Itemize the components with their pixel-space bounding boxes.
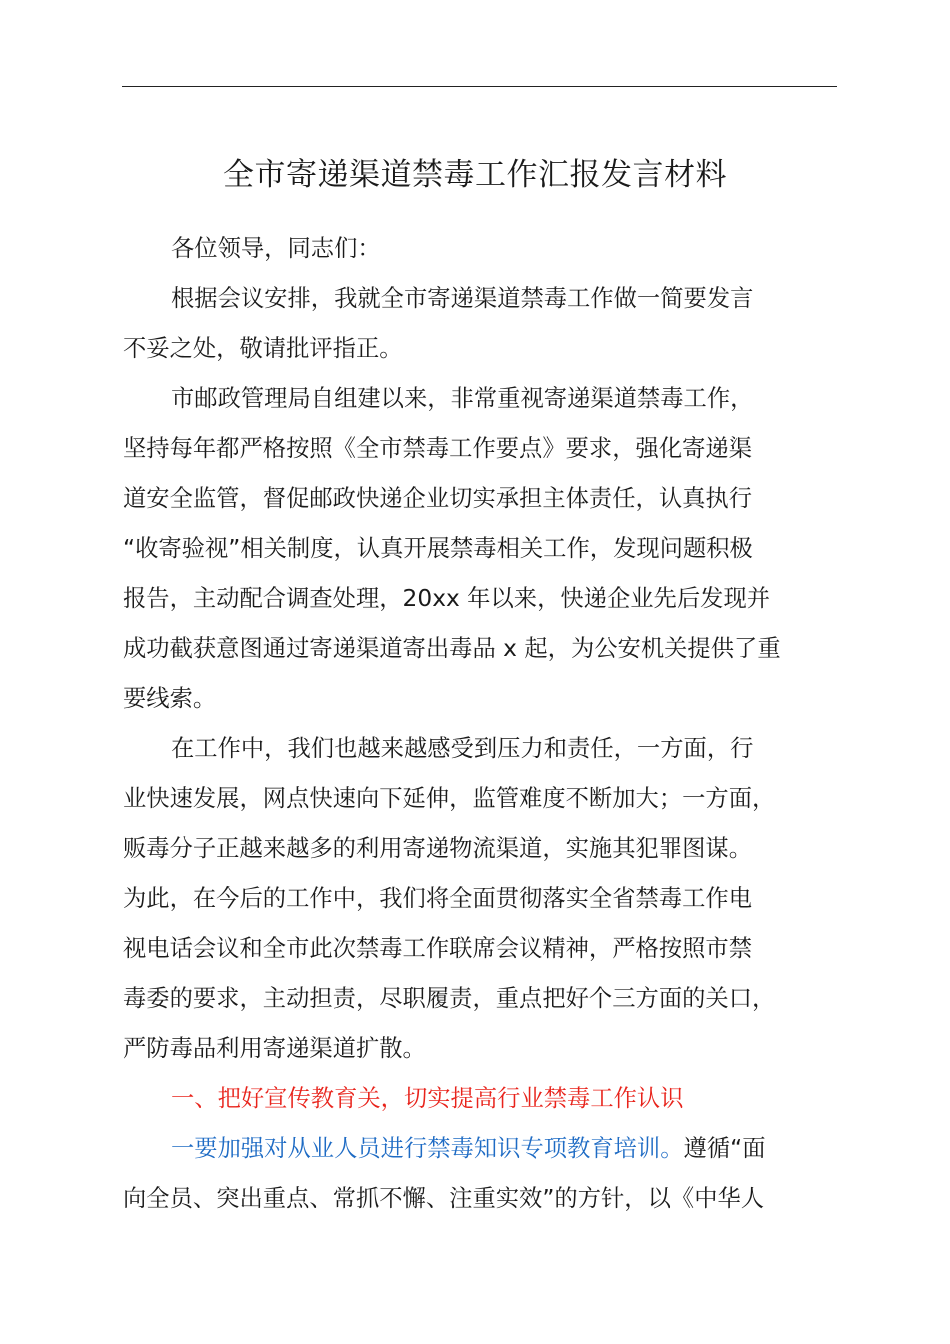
- paragraph-3-line-5: 视电话会议和全市此次禁毒工作联席会议精神，严格按照市禁: [123, 935, 753, 962]
- paragraph-3-line-1: 在工作中，我们也越来越感受到压力和责任，一方面，行: [171, 735, 754, 762]
- paragraph-2-line-4: “收寄验视”相关制度，认真开展禁毒相关工作，发现问题积极: [123, 535, 753, 562]
- paragraph-2-line-7: 要线索。: [123, 685, 217, 712]
- paragraph-2-line-3: 道安全监管，督促邮政快递企业切实承担主体责任，认真执行: [123, 485, 753, 512]
- subsection-1-line-1: [123, 1124, 837, 1174]
- subsection-1-heading: 一要加强对从业人员进行禁毒知识专项教育培训。: [171, 1135, 684, 1162]
- paragraph-3-line-7: 严防毒品利用寄递渠道扩散。: [123, 1035, 426, 1062]
- paragraph-2-line-5: 报告，主动配合调查处理，20xx 年以来，快递企业先后发现并: [123, 585, 771, 612]
- paragraph-1-line-1: 根据会议安排，我就全市寄递渠道禁毒工作做一简要发言: [171, 285, 754, 312]
- paragraph-2-line-2: 坚持每年都严格按照《全市禁毒工作要点》要求，强化寄递渠: [123, 435, 753, 462]
- salutation: 各位领导，同志们：: [171, 235, 381, 262]
- paragraph-3-line-3: 贩毒分子正越来越多的利用寄递物流渠道，实施其犯罪图谋。: [123, 835, 753, 862]
- header-rule: [122, 86, 837, 87]
- paragraph-1-line-2: 不妥之处，敬请批评指正。: [123, 335, 403, 362]
- document-body: [123, 224, 837, 1224]
- paragraph-2-line-6: 成功截获意图通过寄递渠道寄出毒品 x 起，为公安机关提供了重: [123, 635, 781, 662]
- paragraph-2-line-1: 市邮政管理局自组建以来，非常重视寄递渠道禁毒工作，: [171, 385, 754, 412]
- document-title: 全市寄递渠道禁毒工作汇报发言材料: [223, 157, 727, 193]
- section-1-heading: 一、把好宣传教育关，切实提高行业禁毒工作认识: [171, 1085, 684, 1112]
- paragraph-3-line-4: 为此，在今后的工作中，我们将全面贯彻落实全省禁毒工作电: [123, 885, 753, 912]
- subsection-1-line-2: 向全员、突出重点、常抓不懈、注重实效”的方针，以《中华人: [123, 1185, 765, 1212]
- paragraph-3-line-6: 毒委的要求，主动担责，尽职履责，重点把好个三方面的关口，: [123, 985, 776, 1012]
- paragraph-3-line-2: 业快速发展，网点快速向下延伸，监管难度不断加大；一方面，: [123, 785, 776, 812]
- subsection-1-text-start: 遵循“面: [683, 1135, 766, 1162]
